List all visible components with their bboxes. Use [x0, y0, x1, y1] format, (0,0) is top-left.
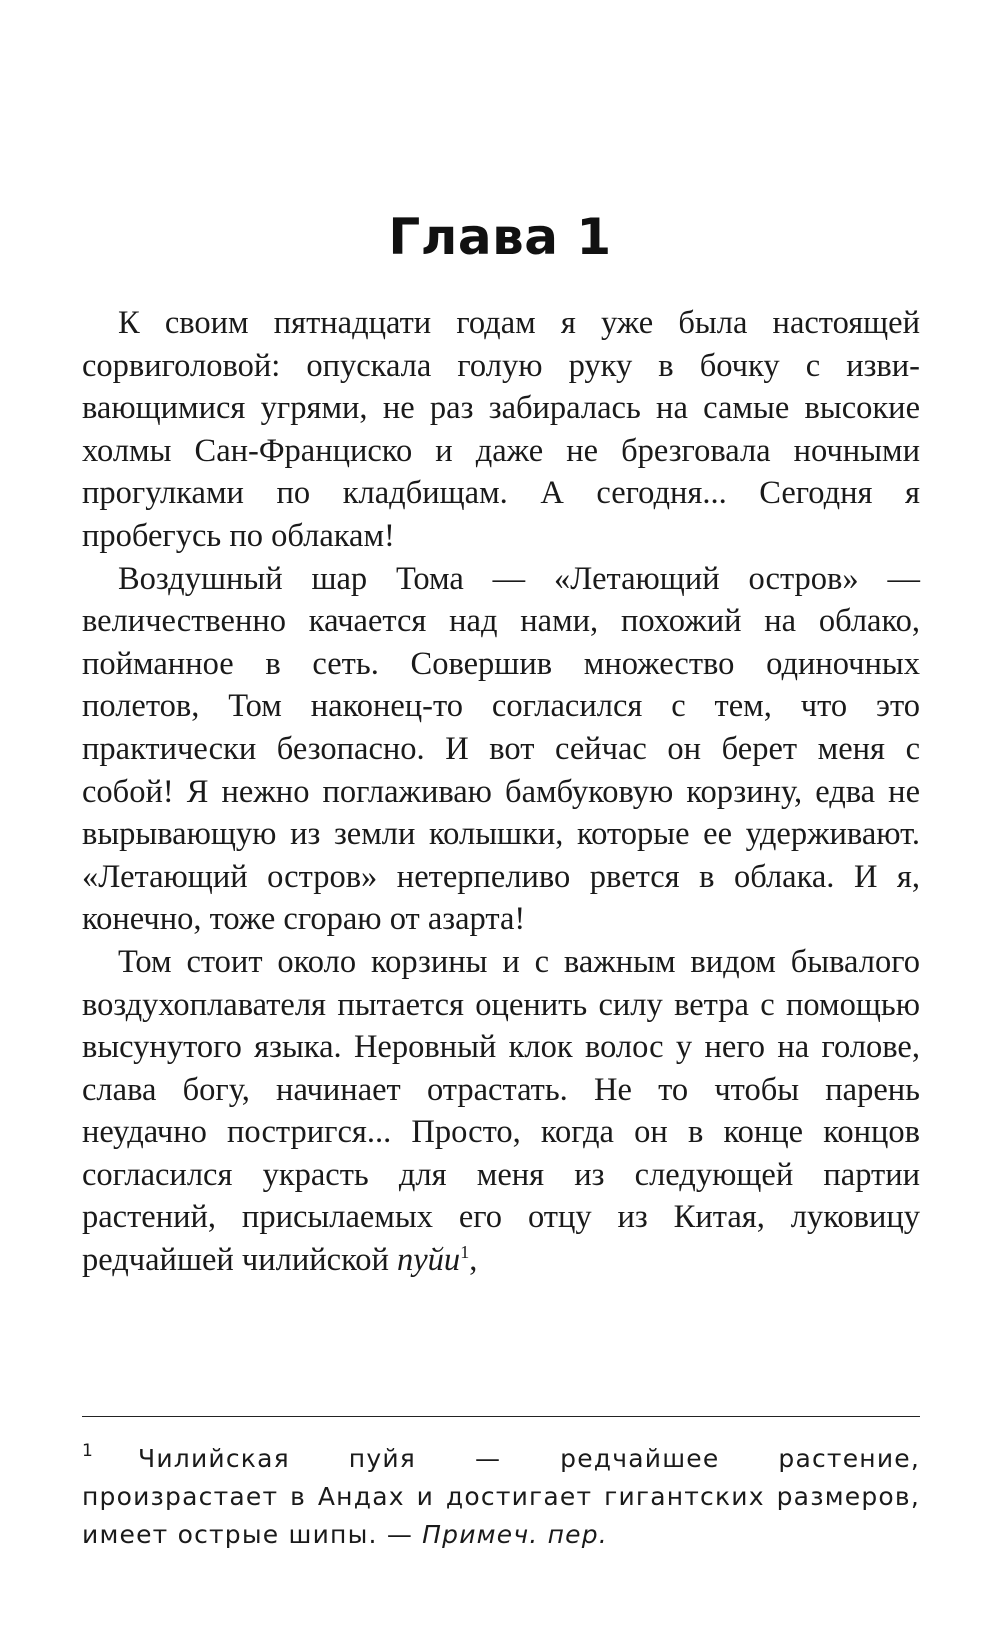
footnote-credit: Примеч. пер.: [422, 1520, 608, 1549]
chapter-title: Глава 1: [388, 208, 612, 266]
footnote-divider: [82, 1416, 920, 1417]
paragraph-3-trailing: ,: [469, 1242, 478, 1279]
footnote-number: 1: [82, 1441, 95, 1461]
chapter-body: [82, 302, 920, 1282]
italic-term: пуйи: [397, 1242, 461, 1279]
footnote-text: Чилийская пуйя — редчайшее растение, произрастает в Андах и достигает гигантских размеров, имеет острые шипы. —: [82, 1444, 920, 1549]
footnote-reference[interactable]: 1: [460, 1242, 470, 1263]
footnote: [82, 1440, 920, 1554]
paragraph-3-text: Том стоит около корзины и с важным видом бывалого воздухоплавателя пытается оценить силу ветра с помощью высунутого языка. Неровный клок волос у него на голове, слава богу, начинает отрастать. Не то чтобы парень неудачно постригся... Просто, когда он в конце концов согласился украсть для меня из следующей партии растений, присылаемых его отцу из Китая, луковицу редчайшей чилийской: [82, 943, 920, 1279]
paragraph-2: Воздушный шар Тома — «Летающий остров» — величественно качается над нами, похожий на облако, пойманное в сеть. Совершив множество одиночных полетов, Том наконец-то согласился с тем, что это практически безопасно. И вот сейчас он берет меня с собой! Я нежно поглаживаю бамбуковую корзину, едва не вырывающую из земли колышки, которые ее удерживают. «Летающий остров» нетерпеливо рвется в облака. И я, конечно, тоже сгораю от азарта!: [82, 560, 920, 938]
paragraph-3: [82, 941, 920, 1282]
paragraph-1: К своим пятнадцати годам я уже была настоящей сорвиголовой: опускала голую руку в бочку с извивающимися угрями, не раз забиралась на самые высокие холмы Сан-Франциско и даже не брезговала ночными прогулками по кладбищам. А сегодня... Сегодня я пробегусь по облакам!: [82, 305, 920, 554]
